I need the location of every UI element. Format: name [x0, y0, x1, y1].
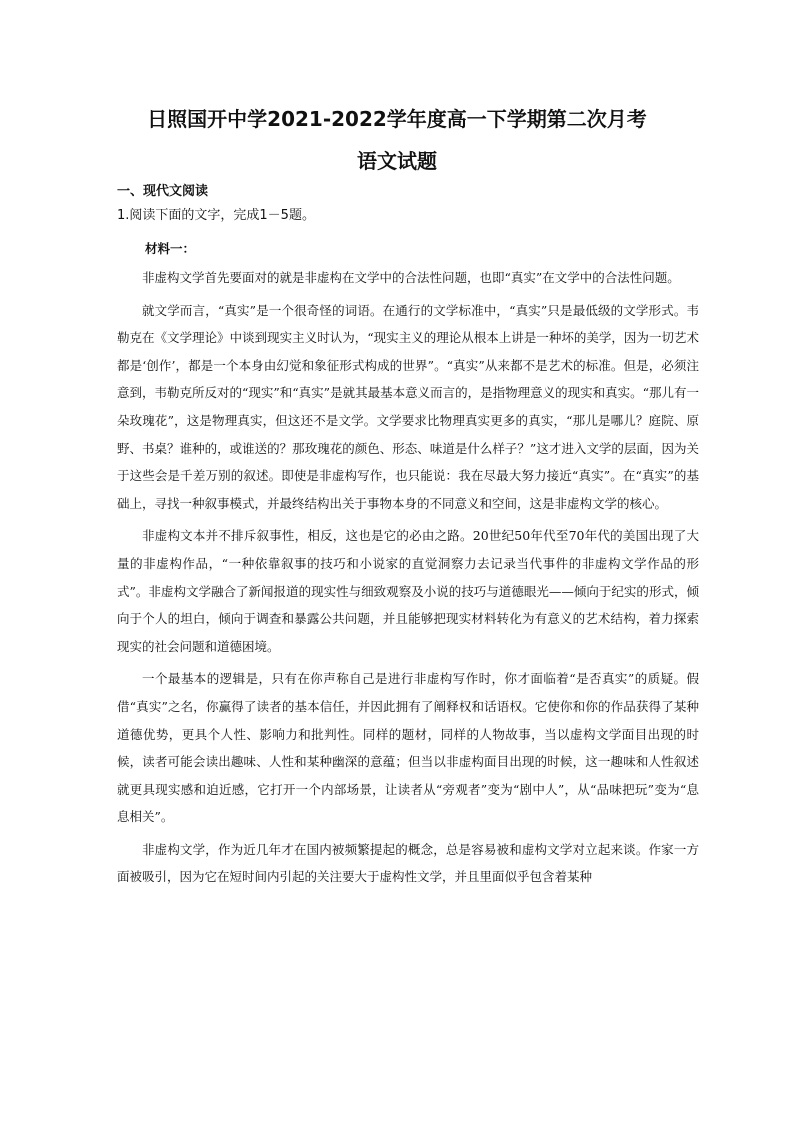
paragraph: 非虚构文学首先要面对的就是非虚构在文学中的合法性问题，也即“真实”在文学中的合法性问题。 [142, 270, 680, 285]
question-intro: 1.阅读下面的文字，完成1－5题。 [117, 208, 315, 223]
paragraph: 一个最基本的逻辑是，只有在你声称自己是进行非虚构写作时，你才面临着“是否真实”的质疑。假借“真实”之名，你赢得了读者的基本信任，并因此拥有了阐释权和话语权。它使你和你的作品获得了某种道德优势，更具个人性、影响力和批判性。同样的题材，同样的人物故事，当以虚构文学面目出现的时候，读者可能会读出趣味、人性和某种幽深的意蕴；但当以非虚构面目出现的时候，这一趣味和人性叙述就更具现实感和迫近感，它打开一个内部场景，让读者从“旁观者”变为“剧中人”，从“品味把玩”变为“息息相关”。 [117, 671, 699, 825]
section-heading: 一、现代文阅读 [117, 184, 209, 199]
material-label: 材料一： [145, 241, 196, 256]
document-title: 日照国开中学2021-2022学年度高一下学期第二次月考 [147, 107, 647, 131]
paragraph: 非虚构文学，作为近几年才在国内被频繁提起的概念，总是容易被和虚构文学对立起来谈。作家一方面被吸引，因为它在短时间内引起的关注要大于虚构性文学，并且里面似乎包含着某种 [117, 841, 699, 885]
passage-body [117, 264, 699, 896]
paragraph: 就文学而言，“真实”是一个很奇怪的词语。在通行的文学标准中，“真实”只是最低级的文学形式。韦勒克在《文学理论》中谈到现实主义时认为，“现实主义的理论从根本上讲是一种坏的美学，因为一切艺术都是‘创作’，都是一个本身由幻觉和象征形式构成的世界”。“真实”从来都不是艺术的标准。但是，必须注意到，韦勒克所反对的“现实”和“真实”是就其最基本意义而言的，是指物理意义的现实和真实。“那儿有一朵玫瑰花”，这是物理真实，但这还不是文学。文学要求比物理真实更多的真实，“那儿是哪儿？庭院、原野、书桌？谁种的，或谁送的？那玫瑰花的颜色、形态、味道是什么样子？”这才进入文学的层面，因为关于这些会是千差万别的叙述。即使是非虚构写作，也只能说：我在尽最大努力接近“真实”。在“真实”的基础上，寻找一种叙事模式，并最终结构出关于事物本身的不同意义和空间，这是非虚构文学的核心。 [117, 302, 699, 511]
document-subtitle: 语文试题 [357, 149, 437, 173]
paragraph: 非虚构文本并不排斥叙事性，相反，这也是它的必由之路。20世纪50年代至70年代的美国出现了大量的非虚构作品，“一种依靠叙事的技巧和小说家的直觉洞察力去记录当代事件的非虚构文学作品的形式”。非虚构文学融合了新闻报道的现实性与细致观察及小说的技巧与道德眼光——倾向于纪实的形式，倾向于个人的坦白，倾向于调查和暴露公共问题，并且能够把现实材料转化为有意义的艺术结构，着力探索现实的社会问题和道德困境。 [117, 528, 699, 654]
